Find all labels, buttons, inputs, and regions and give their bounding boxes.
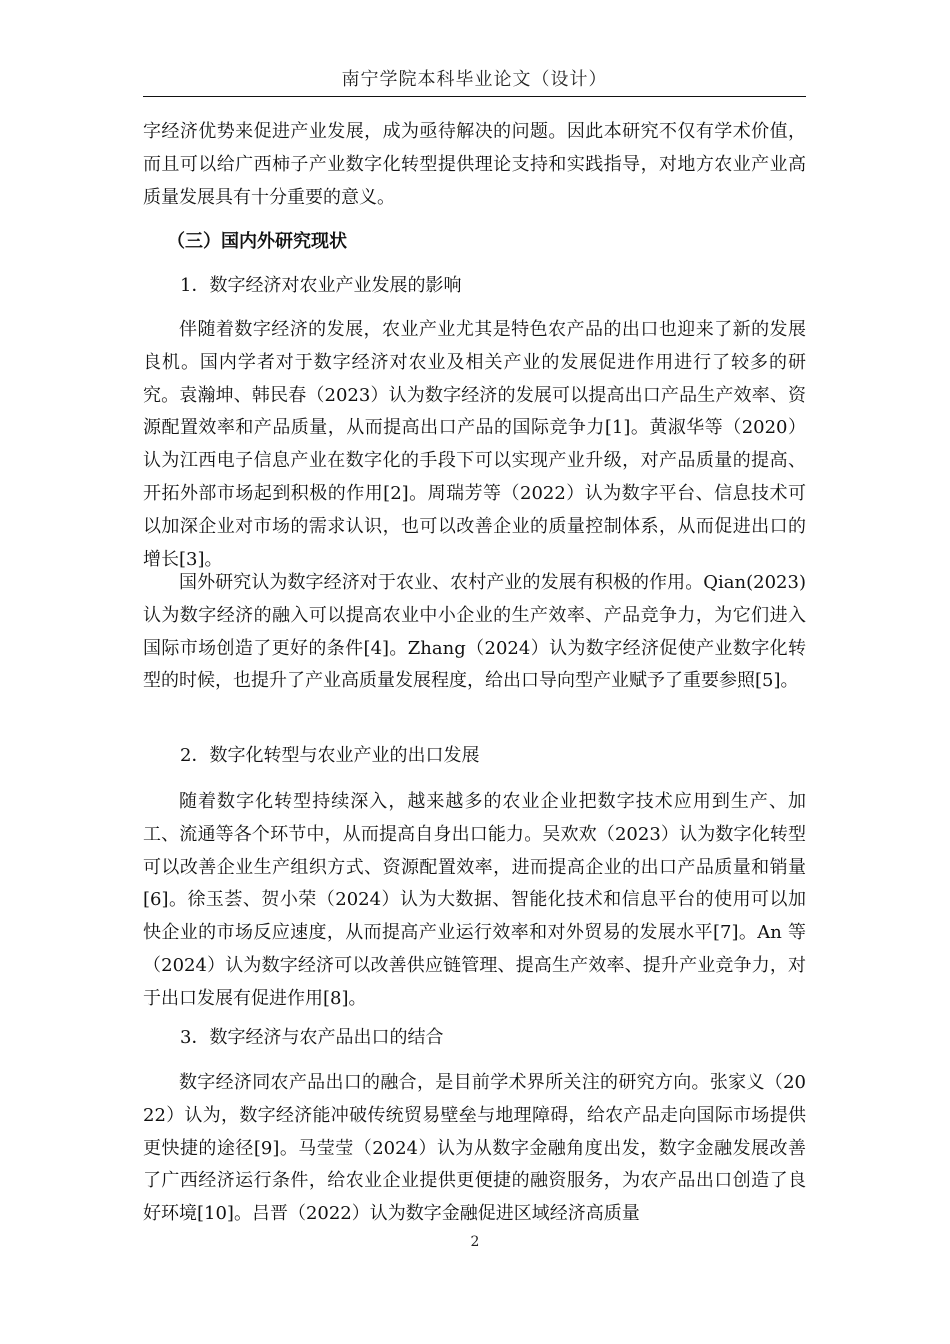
intro-continuation-paragraph: 字经济优势来促进产业发展，成为亟待解决的问题。因此本研究不仅有学术价值，而且可以给广西柿子产业数字化转型提供理论支持和实践指导，对地方农业产业高质量发展具有十分重要的意义。 [143,121,806,208]
subsection-1-paragraph-1: 伴随着数字经济的发展，农业产业尤其是特色农产品的出口也迎来了新的发展良机。国内学者对于数字经济对农业及相关产业的发展促进作用进行了较多的研究。袁瀚坤、韩民春（2023）认为数字经济的发展可以提高出口产品生产效率、资源配置效率和产品质量，从而提高出口产品的国际竞争力[1]。黄淑华等（2020）认为江西电子信息产业在数字化的手段下可以实现产业升级，对产品质量的提高、开拓外部市场起到积极的作用[2]。周瑞芳等（2022）认为数字平台、信息技术可以加深企业对市场的需求认识，也可以改善企业的质量控制体系，从而促进出口的增长[3]。 [143,319,806,570]
header-divider [143,96,806,97]
subsection-3-paragraph-1: 数字经济同农产品出口的融合，是目前学术界所关注的研究方向。张家义（2022）认为，数字经济能冲破传统贸易壁垒与地理障碍，给农产品走向国际市场提供更快捷的途径[9]。马莹莹（2024）认为从数字金融角度出发，数字金融发展改善了广西经济运行条件，给农业企业提供更便捷的融资服务，为农产品出口创造了良好环境[10]。吕晋（2022）认为数字金融促进区域经济高质量 [143,1072,806,1225]
subsection-1-paragraph-2: 国外研究认为数字经济对于农业、农村产业的发展有积极的作用。Qian(2023)认为数字经济的融入可以提高农业中小企业的生产效率、产品竞争力，为它们进入国际市场创造了更好的条件[4]。Zhang（2024）认为数字经济促使产业数字化转型的时候，也提升了产业高质量发展程度，给出口导向型产业赋予了重要参照[5]。 [143,572,806,692]
subsection-heading-3: 3．数字经济与农产品出口的结合 [180,1027,444,1048]
running-header: 南宁学院本科毕业论文（设计） [341,69,608,90]
page-number: 2 [470,1234,480,1250]
subsection-heading-2: 2．数字化转型与农业产业的出口发展 [180,745,480,766]
section-heading: （三）国内外研究现状 [167,231,347,252]
subsection-heading-1: 1．数字经济对农业产业发展的影响 [180,275,462,296]
subsection-2-paragraph-1: 随着数字化转型持续深入，越来越多的农业企业把数字技术应用到生产、加工、流通等各个环节中，从而提高自身出口能力。吴欢欢（2023）认为数字化转型可以改善企业生产组织方式、资源配置效率，进而提高企业的出口产品质量和销量[6]。徐玉荟、贺小荣（2024）认为大数据、智能化技术和信息平台的使用可以加快企业的市场反应速度，从而提高产业运行效率和对外贸易的发展水平[7]。An 等（2024）认为数字经济可以改善供应链管理、提高生产效率、提升产业竞争力，对于出口发展有促进作用[8]。 [143,791,806,1009]
